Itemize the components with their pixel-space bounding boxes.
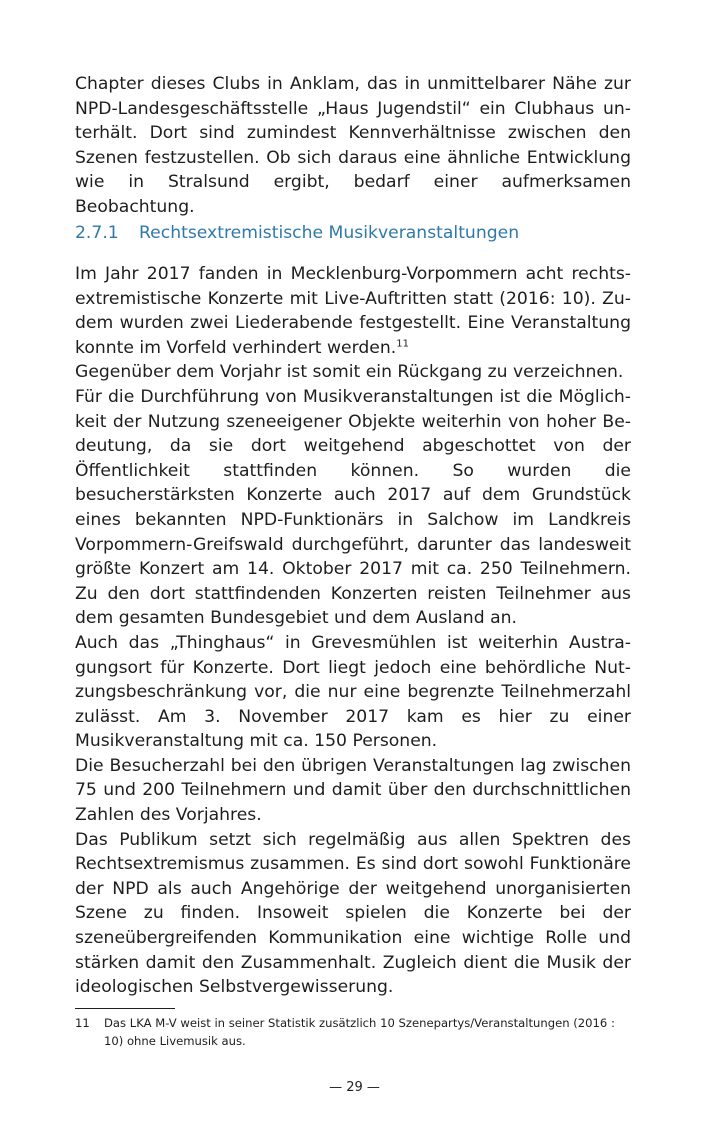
page-number: — 29 — — [329, 1080, 380, 1095]
intro-paragraph-text: Chapter dieses Clubs in Anklam, das in unmittelbarer Nähe zur NPD-Landesgeschäftsstelle „Haus Jugendstil“ ein Clubhaus unterhält. Dort sind zumindest Kennverhältnisse zwischen den Szenen festzustellen. Ob sich daraus eine ähnliche Entwicklung wie in Stralsund ergibt, bedarf einer aufmerksamen Beobachtung. — [75, 74, 631, 217]
footnote-reference: 11 — [396, 338, 409, 350]
section-number: 2.7.1 — [75, 223, 119, 243]
paragraph-decline: Gegenüber dem Vorjahr ist somit ein Rückgang zu verzeichnen. — [75, 362, 624, 383]
section-body — [75, 262, 631, 1000]
intro-paragraph — [75, 72, 631, 220]
section-title: Rechtsextremistische Musikveranstaltungen — [139, 223, 520, 243]
footnote-number: 11 — [75, 1016, 90, 1030]
footnote-text: Das LKA M-V weist in seiner Statistik zusätzlich 10 Szenepartys/Veranstaltungen (2016 : 10) ohne Livemusik aus. — [104, 1016, 615, 1048]
paragraph-audience: Das Publikum setzt sich regelmäßig aus allen Spektren des Rechtsextremismus zusammen. Es sind dort sowohl Funktionäre der NPD als auch Angehörige der weitgehend unorganisierten Szene zu finden. Insoweit spielen die Konzerte bei der szeneübergreifenden Kommunikation eine wichtige Rolle und stärken damit den Zusammenhalt. Zugleich dient die Musik der ideologischen Selbstvergewisserung. — [75, 829, 631, 998]
paragraph-concert-count — [75, 262, 631, 360]
paragraph-attendance: Die Besucherzahl bei den übrigen Veranstaltungen lag zwischen 75 und 200 Teilnehmern und damit über den durchschnittlichen Zahlen des Vorjahres. — [75, 755, 631, 826]
section-heading — [75, 221, 635, 245]
footnote — [75, 1014, 635, 1050]
footnote-divider — [75, 1008, 175, 1009]
paragraph-thinghaus: Auch das „Thinghaus“ in Grevesmühlen ist weiterhin Austragungsort für Konzerte. Dort liegt jedoch eine behördliche Nutzungsbeschränkung vor, die nur eine begrenzte Teilnehmerzahl zulässt. Am 3. November 2017 kam es hier zu einer Musikveranstaltung mit ca. 150 Personen. — [75, 632, 631, 752]
paragraph-scene-venues: Für die Durchführung von Musikveranstaltungen ist die Möglichkeit der Nutzung szeneeigener Objekte weiterhin von hoher Bedeutung, da sie dort weitgehend abgeschottet von der Öffentlichkeit stattfinden können. So wurden die besucherstärksten Konzerte auch 2017 auf dem Grundstück eines bekannten NPD-Funktionärs in Salchow im Landkreis Vorpommern-Greifswald durchgeführt, darunter das landesweit größte Konzert am 14. Oktober 2017 mit ca. 250 Teilnehmern. Zu den dort stattfindenden Konzerten reisten Teilnehmer aus dem gesamten Bundesgebiet und dem Ausland an. — [75, 386, 631, 629]
paragraph-concert-count-text: Im Jahr 2017 fanden in Mecklenburg-Vorpommern acht rechtsextremistische Konzerte mit Live-Auftritten statt (2016: 10). Zudem wurden zwei Liederabende festgestellt. Eine Veranstaltung konnte im Vorfeld verhindert werden. — [75, 264, 631, 358]
